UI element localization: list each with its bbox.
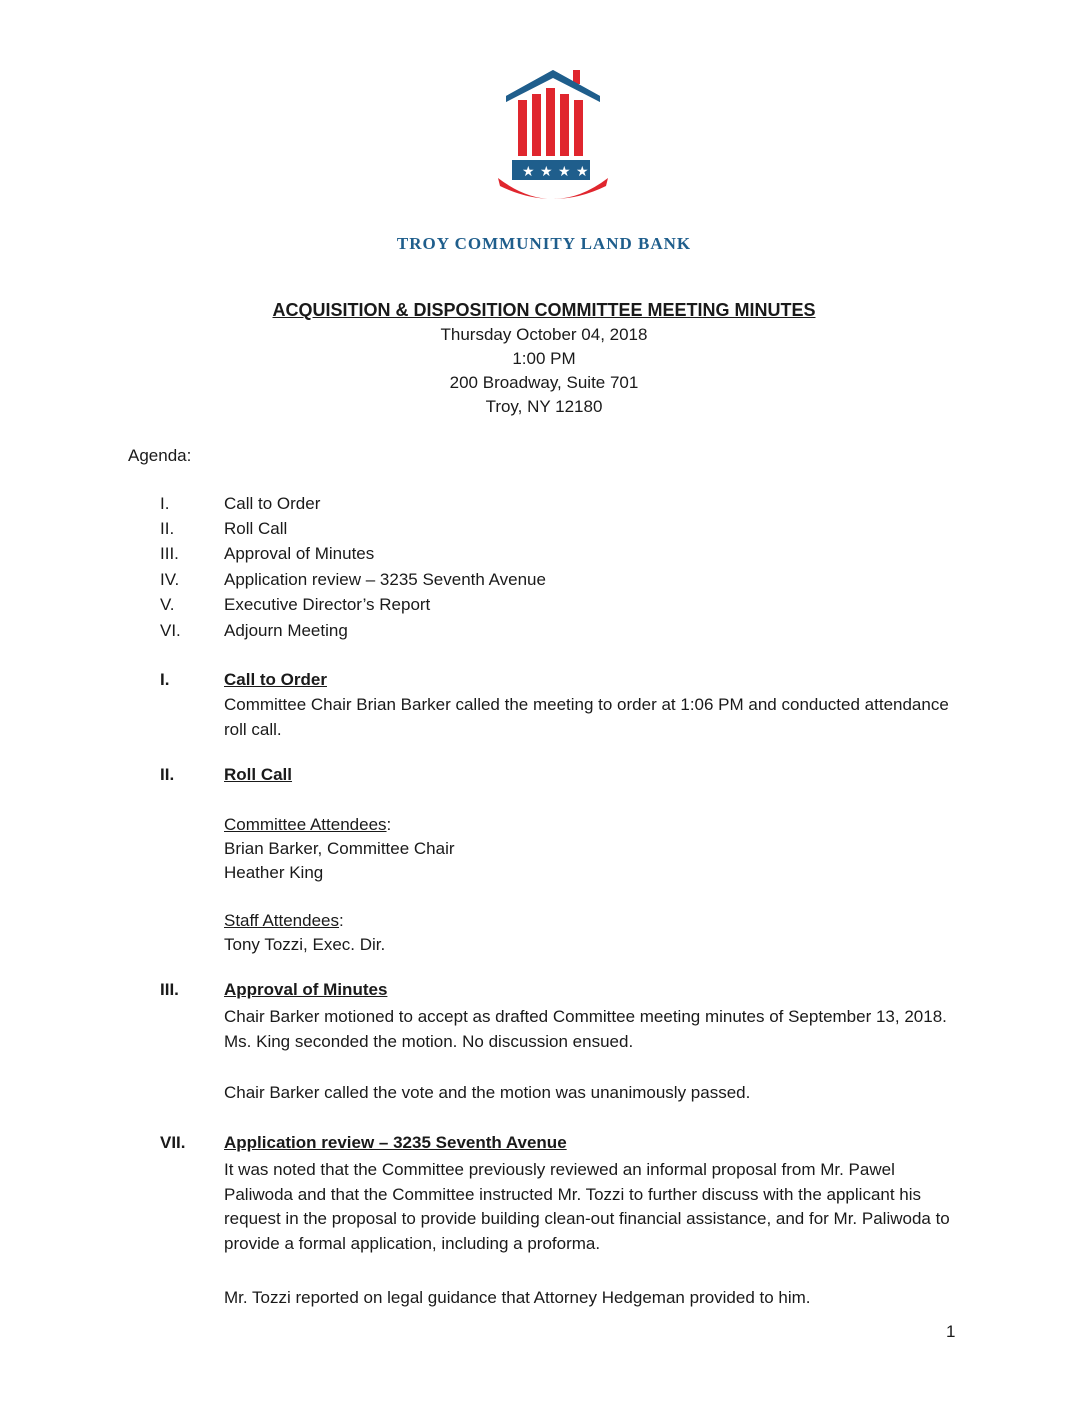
agenda-item-number: IV. bbox=[160, 570, 180, 589]
agenda-item-number: III. bbox=[160, 544, 179, 563]
agenda-item bbox=[160, 519, 860, 541]
agenda-item-text: Application review – 3235 Seventh Avenue bbox=[224, 570, 546, 589]
svg-text:★: ★ bbox=[540, 164, 553, 180]
land-bank-building-logo-icon bbox=[496, 70, 610, 206]
agenda-item-number: V. bbox=[160, 595, 175, 614]
section-heading-approval-of-minutes: Approval of Minutes bbox=[224, 980, 388, 999]
call-to-order-text: Committee Chair Brian Barker called the meeting to order at 1:06 PM and conducted attendance roll call. bbox=[224, 695, 949, 739]
agenda-item bbox=[160, 595, 860, 617]
agenda-item-text: Roll Call bbox=[224, 519, 288, 538]
agenda-item bbox=[160, 621, 860, 643]
agenda-item-number: II. bbox=[160, 519, 175, 538]
svg-text:★: ★ bbox=[576, 164, 589, 180]
meeting-time: 1:00 PM bbox=[512, 349, 576, 368]
committee-member: Heather King bbox=[224, 863, 324, 882]
section-number: VII. bbox=[160, 1133, 186, 1152]
document-title: ACQUISITION & DISPOSITION COMMITTEE MEETING MINUTES bbox=[272, 300, 816, 320]
meeting-address-line2: Troy, NY 12180 bbox=[485, 397, 603, 416]
agenda-item-text: Call to Order bbox=[224, 494, 321, 513]
meeting-date: Thursday October 04, 2018 bbox=[440, 325, 648, 344]
approval-vote-text: Chair Barker called the vote and the motion was unanimously passed. bbox=[224, 1083, 751, 1102]
agenda-item bbox=[160, 494, 860, 516]
agenda-item bbox=[160, 570, 860, 592]
staff-attendees-label: Staff Attendees: bbox=[224, 911, 344, 930]
section-heading-application-review: Application review – 3235 Seventh Avenue bbox=[224, 1133, 567, 1152]
meeting-address-line1: 200 Broadway, Suite 701 bbox=[449, 373, 639, 392]
section-number: II. bbox=[160, 765, 175, 784]
agenda-item-text: Approval of Minutes bbox=[224, 544, 375, 563]
section-heading-call-to-order: Call to Order bbox=[224, 670, 327, 689]
agenda-item bbox=[160, 544, 860, 566]
section-number: III. bbox=[160, 980, 179, 999]
svg-text:★: ★ bbox=[522, 164, 535, 180]
committee-member: Brian Barker, Committee Chair bbox=[224, 839, 455, 858]
section-number: I. bbox=[160, 670, 170, 689]
svg-text:★: ★ bbox=[558, 164, 571, 180]
agenda-item-text: Adjourn Meeting bbox=[224, 621, 348, 640]
staff-member: Tony Tozzi, Exec. Dir. bbox=[224, 935, 386, 954]
agenda-label: Agenda: bbox=[128, 446, 192, 465]
approval-motion-text: Chair Barker motioned to accept as drafted Committee meeting minutes of September 13, 2018. Ms. King seconded the motion. No discussion ensued. bbox=[224, 1007, 947, 1051]
application-review-text: It was noted that the Committee previously reviewed an informal proposal from Mr. Pawel Paliwoda and that the Committee instructed Mr. Tozzi to further discuss with the applicant his request in the proposal to provide building clean-out financial assistance, and for Mr. Paliwoda to provide a formal application, including a proforma. bbox=[224, 1160, 950, 1253]
agenda-item-text: Executive Director’s Report bbox=[224, 595, 431, 614]
agenda-item-number: VI. bbox=[160, 621, 181, 640]
staff-attendees-label-text: Staff Attendees bbox=[224, 911, 339, 930]
legal-guidance-text: Mr. Tozzi reported on legal guidance that Attorney Hedgeman provided to him. bbox=[224, 1288, 811, 1307]
committee-attendees-label: Committee Attendees: bbox=[224, 815, 392, 834]
page-number: 1 bbox=[946, 1322, 956, 1341]
committee-attendees-label-text: Committee Attendees bbox=[224, 815, 387, 834]
section-heading-roll-call: Roll Call bbox=[224, 765, 293, 784]
organization-name: TROY COMMUNITY LAND BANK bbox=[396, 234, 692, 253]
agenda-item-number: I. bbox=[160, 494, 170, 513]
